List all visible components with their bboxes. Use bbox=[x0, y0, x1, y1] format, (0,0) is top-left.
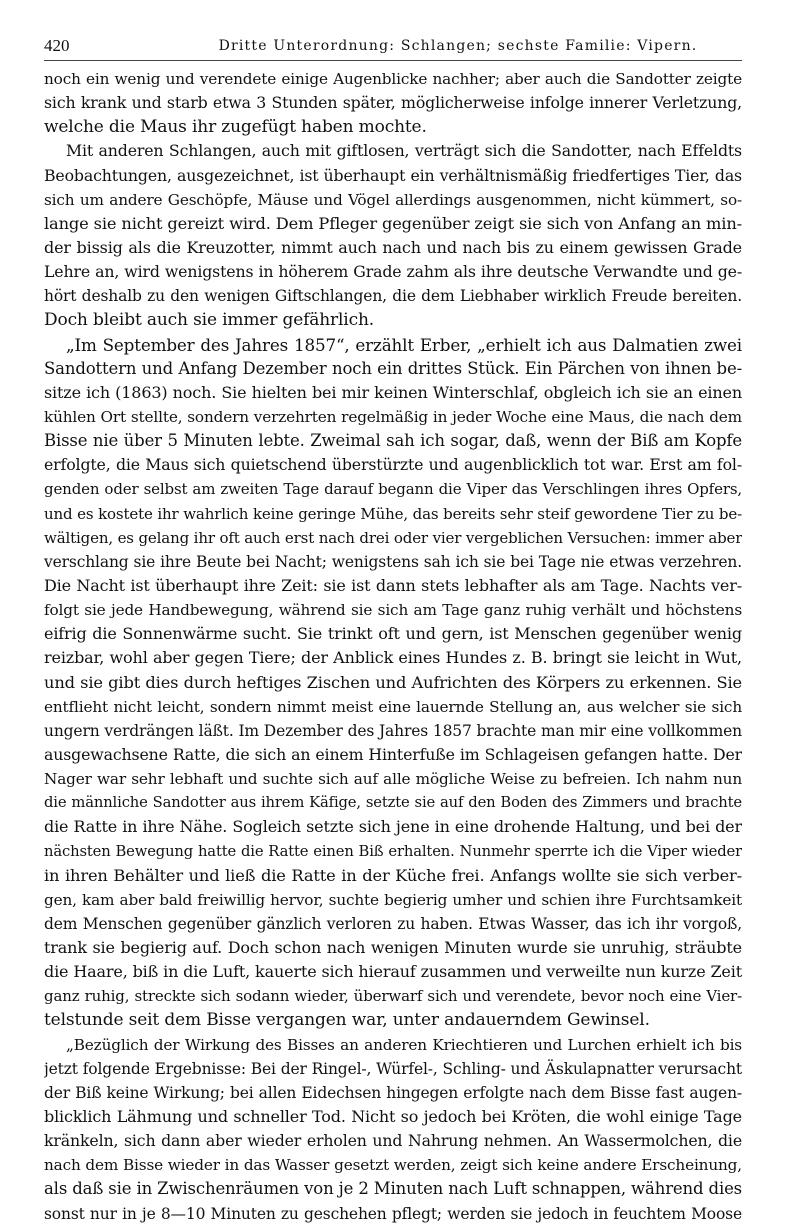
text-line: sonst nur in je 8—10 Minuten zu geschehen pflegt; werden sie jedoch in feuchtem Moose bbox=[44, 1204, 742, 1223]
text-line: nach dem Bisse wieder in das Wasser gesetzt werden, zeigt sich keine andere Erscheinung, bbox=[44, 1156, 742, 1175]
text-line: wältigen, es gelang ihr oft auch erst nach drei oder vier vergeblichen Versuchen: immer aber bbox=[44, 528, 742, 547]
paragraph bbox=[44, 333, 742, 1033]
text-line: in ihren Behälter und ließ die Ratte in der Küche frei. Anfangs wollte sie sich verber- bbox=[44, 865, 742, 885]
text-line: Die Nacht ist überhaupt ihre Zeit: sie ist dann stets lebhafter als am Tage. Nachts ver- bbox=[44, 575, 742, 595]
text-line: als daß sie in Zwischenräumen von je 2 Minuten nach Luft schnappen, während dies bbox=[44, 1179, 742, 1199]
text-line: eifrig die Sonnenwärme sucht. Sie trinkt oft und gern, ist Menschen gegenüber wenig bbox=[44, 624, 742, 644]
text-line: reizbar, wohl aber gegen Tiere; der Anblick eines Hundes z. B. bringt sie leicht in Wut, bbox=[44, 648, 742, 668]
text-line: sich krank und starb etwa 3 Stunden später, möglicherweise infolge innerer Verletzung, bbox=[44, 93, 742, 113]
text-line: der bissig als die Kreuzotter, nimmt auch nach und nach bis zu einem gewissen Grade bbox=[44, 237, 742, 257]
text-line: ausgewachsene Ratte, die sich an einem Hinterfuße im Schlageisen gefangen hatte. Der bbox=[44, 744, 742, 764]
page-header bbox=[44, 34, 742, 61]
running-head: Dritte Unterordnung: Schlangen; sechste Familie: Vipern. bbox=[218, 38, 698, 54]
text-line: erfolgte, die Maus sich quietschend überstürzte und augenblicklich tot war. Erst am fol- bbox=[44, 455, 742, 475]
text-line: folgt sie jede Handbewegung, während sie sich am Tage ganz ruhig verhält und höchstens bbox=[44, 601, 742, 620]
text-line: kränkeln, sich dann aber wieder erholen und Nahrung nehmen. An Wassermolchen, die bbox=[44, 1131, 742, 1151]
text-line: und sie gibt dies durch heftiges Zischen und Aufrichten des Körpers zu erkennen. Sie bbox=[44, 672, 742, 692]
text-line: gen, kam aber bald freiwillig hervor, suchte begierig umher und schien ihre Furchtsamkeit bbox=[44, 890, 742, 909]
text-line: Bisse nie über 5 Minuten lebte. Zweimal sah ich sogar, daß, wenn der Biß am Kopfe bbox=[44, 431, 742, 451]
text-line: welche die Maus ihr zugefügt haben mochte. bbox=[44, 117, 427, 138]
text-line: Doch bleibt auch sie immer gefährlich. bbox=[44, 310, 375, 331]
text-line: Mit anderen Schlangen, auch mit giftlosen, verträgt sich die Sandotter, nach Effeldts bbox=[66, 141, 742, 161]
text-line: die männliche Sandotter aus ihrem Käfige, setzte sie auf den Boden des Zimmers und brachte bbox=[44, 794, 742, 812]
text-line: dem Menschen gegenüber gänzlich verloren zu haben. Etwas Wasser, das ich ihr vorgoß, bbox=[44, 914, 742, 933]
text-line: genden oder selbst am zweiten Tage darauf begann die Viper das Verschlingen ihres Opfers, bbox=[44, 480, 742, 499]
text-line: Lehre an, wird wenigstens in höherem Grade zahm als ihre deutsche Verwandte und ge- bbox=[44, 262, 742, 282]
text-line: lange sie nicht gereizt wird. Dem Pfleger gegenüber zeigt sie sich von Anfang an min- bbox=[44, 213, 742, 233]
text-line: Sandottern und Anfang Dezember noch ein drittes Stück. Ein Pärchen von ihnen be- bbox=[44, 358, 742, 378]
text-line: Beobachtungen, ausgezeichnet, ist überhaupt ein verhältnismäßig friedfertiges Tier, das bbox=[44, 165, 742, 185]
text-line: noch ein wenig und verendete einige Augenblicke nachher; aber auch die Sandotter zeigte bbox=[44, 70, 742, 88]
text-line: der Biß keine Wirkung; bei allen Eidechsen hingegen erfolgte nach dem Bisse fast augen- bbox=[44, 1083, 742, 1102]
paragraph bbox=[44, 139, 742, 332]
page-number: 420 bbox=[44, 36, 70, 55]
text-line: und es kostete ihr wahrlich keine geringe Mühe, das bereits sehr steif gewordene Tier zu be- bbox=[44, 504, 742, 523]
text-line: jetzt folgende Ergebnisse: Bei der Ringel-, Würfel-, Schling- und Äskulapnatter verursacht bbox=[44, 1059, 742, 1078]
paragraph bbox=[44, 67, 742, 139]
book-page bbox=[44, 34, 742, 1223]
text-line: kühlen Ort stellte, sondern verzehrten regelmäßig in jeder Woche eine Maus, die nach dem bbox=[44, 407, 742, 426]
text-line: hört deshalb zu den wenigen Giftschlangen, die dem Liebhaber wirklich Freude bereiten. bbox=[44, 287, 742, 306]
text-line: ganz ruhig, streckte sich sodann wieder, überwarf sich und verendete, bevor noch eine Vier- bbox=[44, 987, 742, 1006]
text-line: verschlang sie ihre Beute bei Nacht; wenigstens sah ich sie bei Tage nie etwas verzehren. bbox=[44, 552, 742, 571]
body-text bbox=[44, 67, 742, 1226]
text-line: blicklich Lähmung und schneller Tod. Nicht so jedoch bei Kröten, die wohl einige Tage bbox=[44, 1107, 742, 1127]
paragraph bbox=[44, 1033, 742, 1226]
text-line: Nager war sehr lebhaft und suchte sich auf alle mögliche Weise zu befreien. Ich nahm nun bbox=[44, 770, 742, 789]
text-line: „Bezüglich der Wirkung des Bisses an anderen Kriechtieren und Lurchen erhielt ich bis bbox=[66, 1035, 742, 1054]
text-line: sitze ich (1863) noch. Sie hielten bei mir keinen Winterschlaf, obgleich ich sie an einen bbox=[44, 382, 742, 402]
text-line: entflieht nicht leicht, sondern nimmt meist eine lauernde Stellung an, aus welcher sie sich bbox=[44, 697, 742, 716]
text-line: die Ratte in ihre Nähe. Sogleich setzte sich jene in eine drohende Haltung, und bei der bbox=[44, 817, 742, 837]
text-line: sich um andere Geschöpfe, Mäuse und Vögel allerdings ausgenommen, nicht kümmert, so- bbox=[44, 190, 742, 209]
text-line: die Haare, biß in die Luft, kauerte sich hierauf zusammen und verweilte nun kurze Zeit bbox=[44, 962, 742, 982]
text-line: nächsten Bewegung hatte die Ratte einen Biß erhalten. Nunmehr sperrte ich die Viper wieder bbox=[44, 842, 742, 860]
text-line: „Im September des Jahres 1857“, erzählt Erber, „erhielt ich aus Dalmatien zwei bbox=[66, 334, 742, 355]
text-line: trank sie begierig auf. Doch schon nach wenigen Minuten wurde sie unruhig, sträubte bbox=[44, 938, 742, 958]
text-line: telstunde seit dem Bisse vergangen war, unter andauerndem Gewinsel. bbox=[44, 1010, 650, 1031]
text-line: ungern verdrängen läßt. Im Dezember des Jahres 1857 brachte man mir eine vollkommen bbox=[44, 721, 742, 740]
